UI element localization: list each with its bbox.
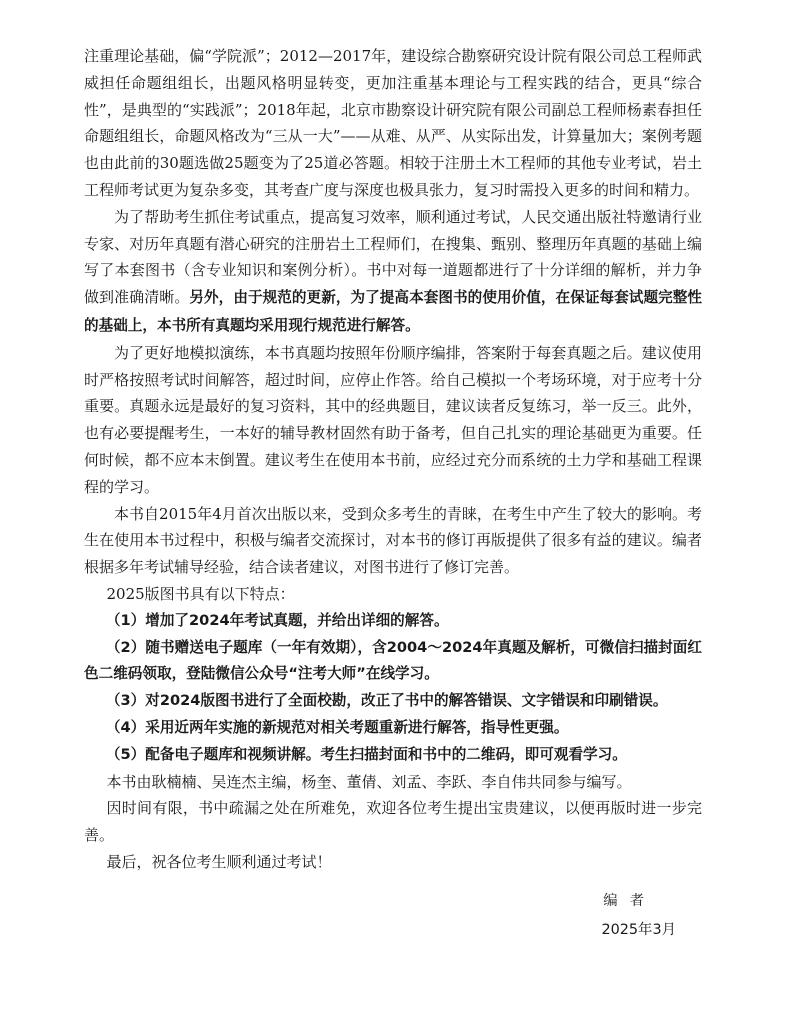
feature-item-5: （5）配备电子题库和视频讲解。考生扫描封面和书中的二维码，即可观看学习。: [105, 745, 627, 763]
feature-item-4: （4）采用近两年实施的新规范对相关考题重新进行解答，指导性更强。: [105, 718, 569, 736]
apology-paragraph: 因时间有限，书中疏漏之处在所难免，欢迎各位考生提出宝贵建议，以便再版时进一步完善。: [84, 799, 702, 845]
intro-paragraph-4: 本书自2015年4月首次出版以来，受到众多考生的青睐，在考生中产生了较大的影响。考生在使用本书过程中，积极与编者交流探讨，对本书的修订再版提供了很多有益的建议。编者根据多年考试辅导经验，结合读者建议，对图书进行了修订完善。: [84, 504, 702, 577]
feature-item-2: （2）随书赠送电子题库（一年有效期），含2004～2024年真题及解析，可微信扫描封面红色二维码领取，登陆微信公众号“注考大师”在线学习。: [84, 638, 702, 683]
features-heading: 2025版图书具有以下特点：: [106, 584, 295, 603]
signature-date: 2025年3月: [601, 921, 676, 938]
wish-paragraph: 最后，祝各位考生顺利通过考试！: [106, 852, 332, 871]
authors-paragraph: 本书由耿楠楠、吴连杰主编，杨奎、董倩、刘孟、李跃、李自伟共同参与编写。: [106, 772, 632, 791]
feature-item-3: （3）对2024版图书进行了全面校勘，改正了书中的解答错误、文字错误和印刷错误。: [105, 692, 668, 710]
intro-paragraph-1: 注重理论基础，偏“学院派”；2012—2017年，建设综合勘察研究设计院有限公司总工程师武威担任命题组组长，出题风格明显转变，更加注重基本理论与工程实践的结合，更具“综合性”，是典型的“实践派”；2018年起，北京市勘察设计研究院有限公司副总工程师杨素春担任命题组组长，命题风格改为“三从一大”——从难、从严、从实际出发，计算量加大；案例考题也由此前的30题选做25题变为了25道必答题。相较于注册土木工程师的其他专业考试，岩土工程师考试更为复杂多变，其考查广度与深度也极具张力，复习时需投入更多的时间和精力。: [84, 47, 702, 199]
intro-paragraph-3: 为了更好地模拟演练，本书真题均按照年份顺序编排，答案附于每套真题之后。建议使用时严格按照考试时间解答，超过时间，应停止作答。给自己模拟一个考场环境，对于应考十分重要。真题永远是最好的复习资料，其中的经典题目，建议读者反复练习，举一反三。此外，也有必要提醒考生，一本好的辅导教材固然有助于备考，但自己扎实的理论基础更为重要。任何时候，都不应本末倒置。建议考生在使用本书前，应经过充分而系统的土力学和基础工程课程的学习。: [84, 343, 702, 496]
feature-item-1: （1）增加了2024年考试真题，并给出详细的解答。: [105, 611, 449, 629]
intro-paragraph-2-bold: 另外，由于规范的更新，为了提高本套图书的使用价值，在保证每套试题完整性的基础上，本书所有真题均采用现行规范进行解答。: [84, 289, 702, 334]
signature-author: 编者: [603, 892, 656, 909]
intro-paragraph-2: [84, 204, 702, 340]
intro-paragraph-2-normal: 为了帮助考生抓住考试重点，提高复习效率，顺利通过考试，人民交通出版社特邀请行业专家、对历年真题有潜心研究的注册岩土工程师们，在搜集、甄别、整理历年真题的基础上编写了本套图书（含专业知识和案例分析）。书中对每一道题都进行了十分详细的解析，并力争做到准确清晰。: [84, 207, 702, 307]
